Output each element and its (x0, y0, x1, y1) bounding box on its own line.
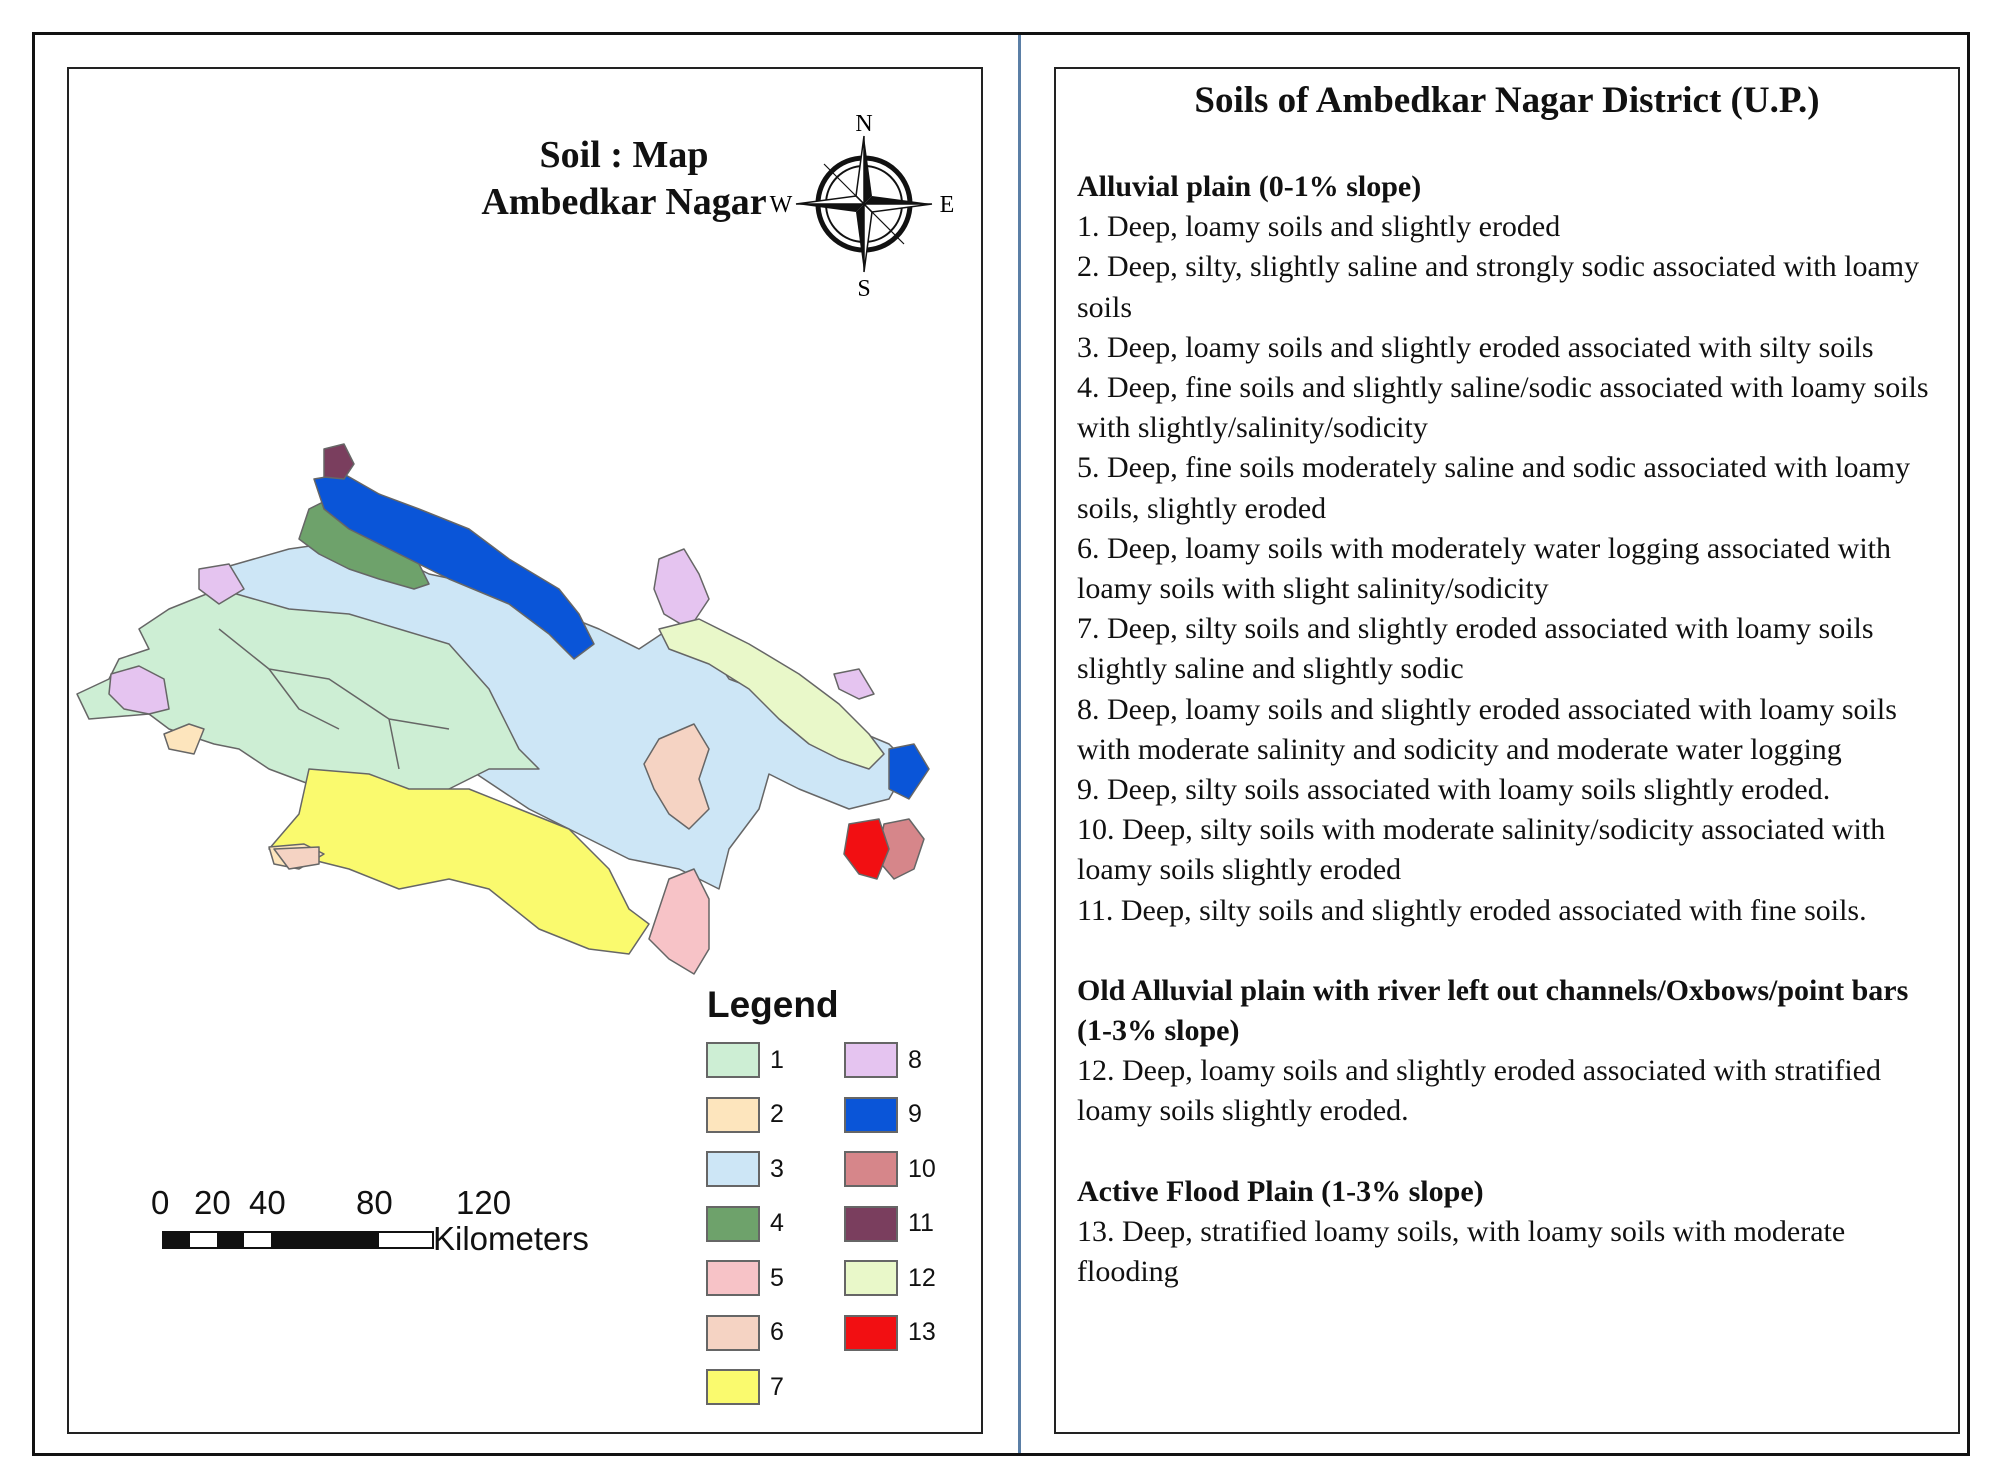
soil-zone-13 (844, 819, 889, 879)
legend-swatch-2 (706, 1097, 760, 1133)
legend-swatch-5 (706, 1260, 760, 1296)
section-gap (1077, 931, 1947, 971)
scale-bar (109, 1184, 669, 1264)
scale-tick-120: 120 (456, 1184, 512, 1221)
soil-description-item: 6. Deep, loamy soils with moderately water logging associated with loamy soils with slight salinity/sodicity (1077, 531, 1891, 606)
compass-east-label: E (939, 192, 955, 218)
legend-item-7 (706, 1369, 784, 1405)
legend-label-4: 4 (770, 1209, 784, 1237)
legend-swatch-12 (844, 1260, 898, 1296)
legend-item-10 (844, 1151, 936, 1187)
section-heading: Active Flood Plain (1-3% slope) (1077, 1174, 1484, 1208)
description-title: Soils of Ambedkar Nagar District (U.P.) (1194, 80, 1820, 121)
map-title-line-1: Soil : Map (539, 134, 709, 176)
scale-tick-0: 0 (151, 1184, 170, 1221)
legend-label-10: 10 (908, 1154, 936, 1183)
legend-item-4 (706, 1206, 784, 1242)
panel-divider (1018, 35, 1021, 1453)
soil-description-item: 5. Deep, fine soils moderately saline and sodic associated with loamy soils, slightly eroded (1077, 451, 1911, 525)
legend-swatch-11 (844, 1206, 898, 1242)
soil-zone-11 (324, 444, 354, 479)
map-title-line-2: Ambedkar Nagar (481, 181, 767, 223)
section-heading: Old Alluvial plain with river left out channels/Oxbows/point bars (1-3% slope) (1077, 973, 1909, 1048)
legend-swatch-4 (706, 1206, 760, 1242)
legend-swatch-13 (844, 1315, 898, 1351)
soil-description-item: 12. Deep, loamy soils and slightly eroded associated with stratified loamy soils slightly eroded. (1077, 1054, 1881, 1128)
legend-label-13: 13 (908, 1318, 936, 1346)
legend-item-3 (706, 1151, 784, 1187)
description-body (1077, 167, 1947, 1292)
scale-tick-20: 20 (194, 1184, 231, 1221)
legend-label-1: 1 (770, 1045, 784, 1074)
legend-item-2 (706, 1097, 784, 1133)
section-heading: Alluvial plain (0-1% slope) (1077, 170, 1422, 203)
legend-label-9: 9 (908, 1100, 922, 1128)
legend-label-12: 12 (908, 1263, 936, 1292)
legend-item-8 (844, 1042, 922, 1078)
compass-south-label: S (857, 276, 871, 299)
legend-title: Legend (707, 984, 839, 1025)
legend-swatch-10 (844, 1151, 898, 1187)
soil-zone-5 (649, 869, 709, 974)
soil-description-item: 11. Deep, silty soils and slightly eroded associated with fine soils. (1077, 893, 1867, 927)
soil-description-item: 10. Deep, silty soils with moderate salinity/sodicity associated with loamy soils slightly eroded (1077, 813, 1886, 887)
soil-description-item: 8. Deep, loamy soils and slightly eroded associated with loamy soils with moderate salinity and sodicity and moderate water logging (1077, 692, 1897, 766)
soil-zone-9-east (889, 744, 929, 799)
legend-label-3: 3 (770, 1154, 784, 1183)
legend-item-1 (706, 1042, 784, 1078)
soil-zone-8-east (834, 669, 874, 699)
legend-label-6: 6 (770, 1318, 784, 1346)
map-panel (67, 67, 983, 1434)
legend-label-11: 11 (908, 1209, 934, 1237)
section-gap (1077, 1132, 1947, 1172)
legend-swatch-3 (706, 1151, 760, 1187)
legend-swatch-8 (844, 1042, 898, 1078)
legend-swatch-7 (706, 1369, 760, 1405)
soil-description-item: 4. Deep, fine soils and slightly saline/sodic associated with loamy soils with slightly/salinity/sodicity (1077, 371, 1929, 445)
legend-label-5: 5 (770, 1263, 784, 1292)
compass-west-label: W (769, 192, 793, 218)
soil-description-item: 2. Deep, silty, slightly saline and strongly sodic associated with loamy soils (1077, 250, 1920, 324)
legend-item-11 (844, 1206, 934, 1242)
legend-item-9 (844, 1097, 922, 1133)
legend-label-2: 2 (770, 1100, 784, 1128)
legend-item-13 (844, 1315, 936, 1351)
legend-label-7: 7 (770, 1372, 784, 1401)
soil-description-item: 13. Deep, stratified loamy soils, with loamy soils with moderate flooding (1077, 1214, 1846, 1289)
soil-description-panel (1054, 67, 1960, 1434)
scale-unit-label: Kilometers (433, 1220, 589, 1257)
soil-description-item: 7. Deep, silty soils and slightly eroded associated with loamy soils slightly saline and slightly sodic (1077, 612, 1874, 686)
legend-item-6 (706, 1315, 784, 1351)
soil-zone-8-ne (654, 549, 709, 629)
scale-bar-graphic (109, 1230, 439, 1252)
scale-tick-80: 80 (356, 1184, 393, 1221)
legend-item-5 (706, 1260, 784, 1296)
legend-swatch-1 (706, 1042, 760, 1078)
scale-tick-40: 40 (249, 1184, 286, 1221)
soil-description-item: 3. Deep, loamy soils and slightly eroded associated with silty soils (1077, 330, 1874, 364)
legend-item-12 (844, 1260, 936, 1296)
compass-north-label: N (855, 111, 873, 137)
soil-description-item: 9. Deep, silty soils associated with loamy soils slightly eroded. (1077, 773, 1831, 807)
legend-swatch-6 (706, 1315, 760, 1351)
legend-swatch-9 (844, 1097, 898, 1133)
soil-description-item: 1. Deep, loamy soils and slightly eroded (1077, 210, 1561, 244)
legend-label-8: 8 (908, 1045, 922, 1074)
